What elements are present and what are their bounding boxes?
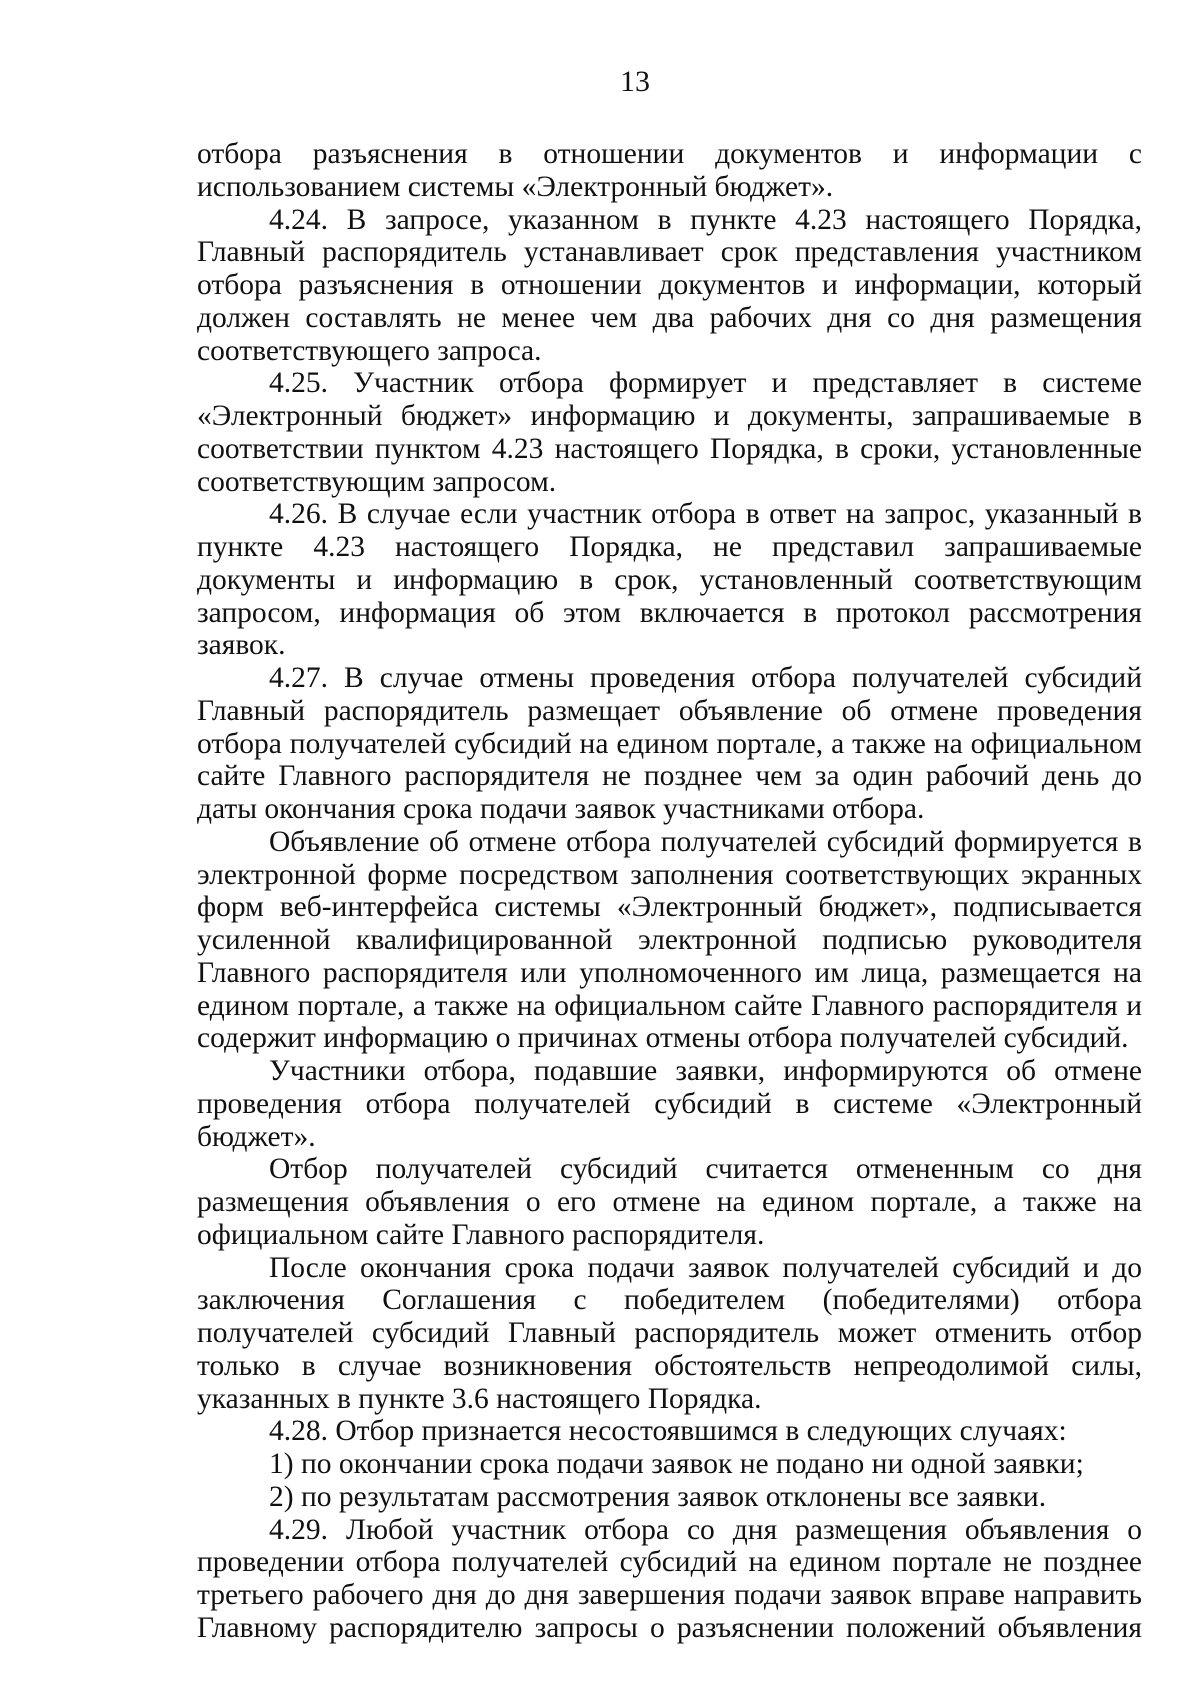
paragraph-4-25: 4.25. Участник отбора формирует и представляет в системе «Электронный бюджет» информацию и документы, запрашиваемые в соответствии пунктом 4.23 настоящего Порядка, в сроки, установленные соответствующим запросом. [197,367,1142,498]
paragraph-after-deadline: После окончания срока подачи заявок получателей субсидий и до заключения Соглашения с победителем (победителями) отбора получателей субсидий Главный распорядитель может отменить отбор только в случае возникновения обстоятельств непреодолимой силы, указанных в пункте 3.6 настоящего Порядка. [197,1251,1142,1415]
paragraph-4-28: 4.28. Отбор признается несостоявшимся в следующих случаях: [269,1415,1067,1448]
paragraph-cancellation-announcement: Объявление об отмене отбора получателей субсидий формируется в электронной форме посредством заполнения соответствующих экранных форм веб-интерфейса системы «Электронный бюджет», подписывается усиленной квалифицированной электронной подписью руководителя Главного распорядителя или уполномоченного им лица, размещается на едином портале, а также на официальном сайте Главного распорядителя и содержит информацию о причинах отмены отбора получателей субсидий. [197,825,1142,1055]
list-item-2: 2) по результатам рассмотрения заявок отклонены все заявки. [269,1480,1047,1513]
document-body [197,138,1142,1645]
paragraph-4-26: 4.26. В случае если участник отбора в ответ на запрос, указанный в пункте 4.23 настоящего Порядка, не представил запрашиваемые документы и информацию в срок, установленный соответствующим запросом, информация об этом включается в протокол рассмотрения заявок. [197,498,1142,662]
paragraph-participants-informed: Участники отбора, подавшие заявки, информируются об отмене проведения отбора получателей субсидий в системе «Электронный бюджет». [197,1055,1142,1153]
paragraph-continuation: отбора разъяснения в отношении документов и информации с использованием системы «Электронный бюджет». [197,138,1142,203]
paragraph-selection-cancelled: Отбор получателей субсидий считается отмененным со дня размещения объявления о его отмене на едином портале, а также на официальном сайте Главного распорядителя. [197,1153,1142,1251]
paragraph-4-24: 4.24. В запросе, указанном в пункте 4.23 настоящего Порядка, Главный распорядитель устанавливает срок представления участником отбора разъяснения в отношении документов и информации, который должен составлять не менее чем два рабочих дня со дня размещения соответствующего запроса. [197,203,1142,367]
list-item-1: 1) по окончании срока подачи заявок не подано ни одной заявки; [269,1448,1084,1480]
paragraph-4-27: 4.27. В случае отмены проведения отбора получателей субсидий Главный распорядитель размещает объявление об отмене проведения отбора получателей субсидий на едином портале, а также на официальном сайте Главного распорядителя не позднее чем за один рабочий день до даты окончания срока подачи заявок участниками отбора. [197,662,1142,825]
paragraph-4-29: 4.29. Любой участник отбора со дня размещения объявления о проведении отбора получателей субсидий на едином портале не позднее третьего рабочего дня до дня завершения подачи заявок вправе направить Главному распорядителю запросы о разъяснении положений объявления [197,1513,1142,1644]
page-number: 13 [620,65,650,98]
